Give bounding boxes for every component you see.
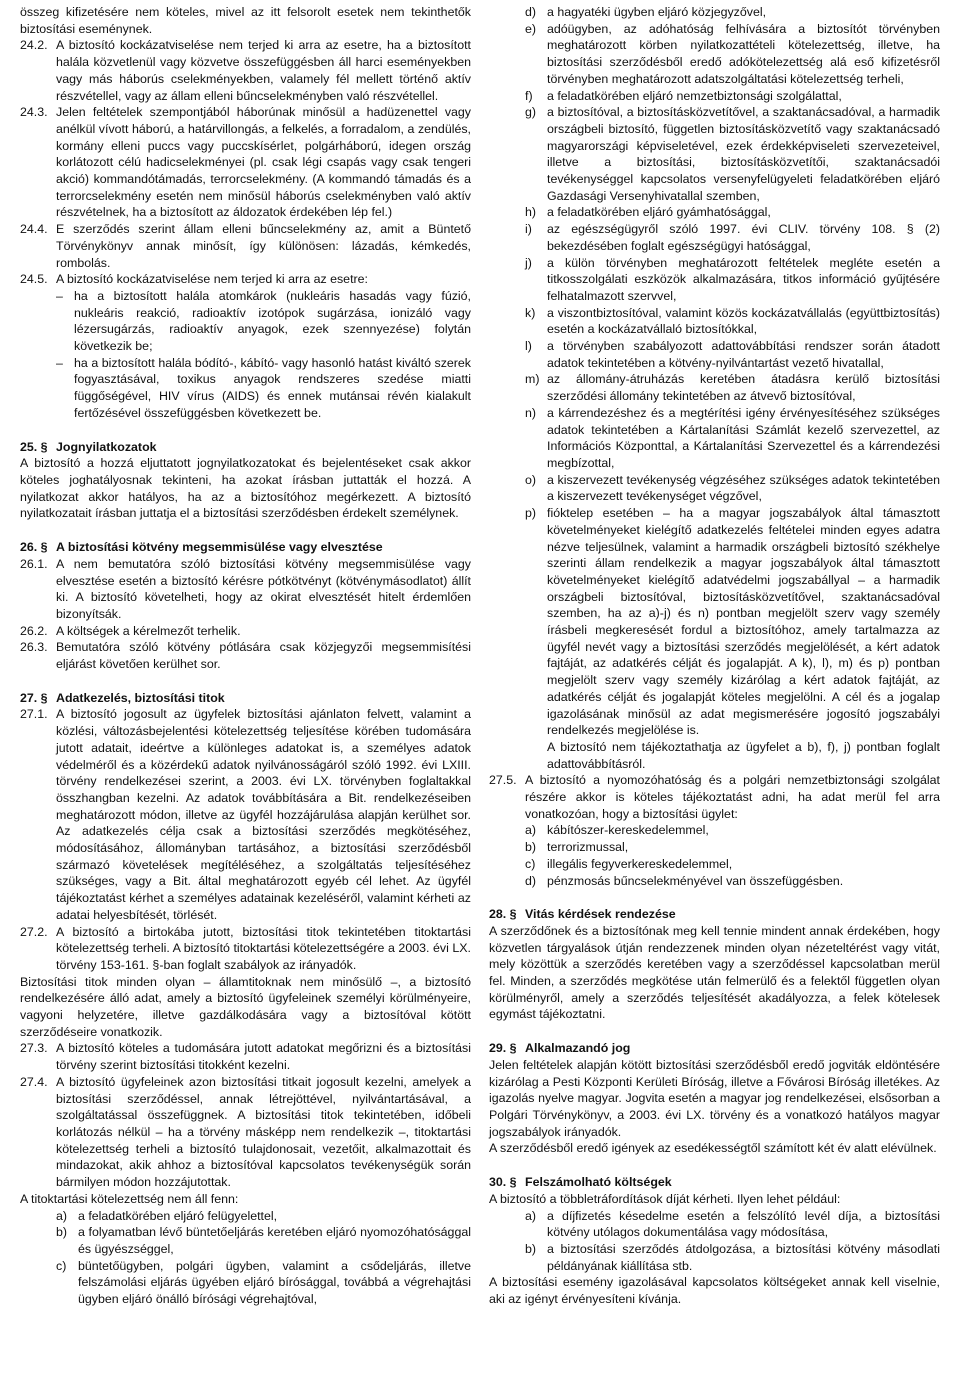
clause-text: Jelen feltételek szempontjából háborúnak minősül a hadüzenettel vagy anélkül vívott háború, a határvillongás, a felkelés, a forradalom, a zendülés, kormány elleni puccs vagy puccskísérlet, polgárháború, idegen ország korlátozott célú hadicselekményei (pl. csak légi csapás vagy csak tengeri akció) kommandótámadás, terrorcselekmény. (A kommandó támadás és a terrorcselekmény esetén nem minősül háborús cselekményben való aktív részvételnek, ha a biztosított az áldozatok érdekében lép fel.) [56,105,471,220]
section-27-heading: 27. § Adatkezelés, biztosítási titok [20,690,225,705]
clause-24-5 [20,271,471,288]
list-item: g) a biztosítóval, a biztosításközvetítővel, a szaktanácsadóval, a harmadik országbeli biztosító, független biztosításközvetítő vagy szaktanácsadó magyarországi képviseletével, ezek érdekképviseleti szervezeteivel, illetve a biztosítási, biztosításközvetítői, szaktanácsadói tevékenységgel kapcsolatos versenyfelügyeleti feladatkörében eljáró Gazdasági Versenyhivatallal szemben, [525,105,940,203]
section-25-text: A biztosító a hozzá eljuttatott jognyilatkozatokat és bejelentéseket csak akkor köteles joghatályosnak tekinteni, ha azokat írásban juttatták el hozzá. A nyilatkozat akkor hatályos, ha az a biztosítóhoz megérkezett. A biztosító nyilatkozatait írásban juttatja el a biztosítási szerződésben érdekelt személynek. [20,456,471,521]
intro-paragraph: összeg kifizetésére nem köteles, mivel az itt felsorolt esetek nem tekinthetők biztosítási eseménynek. [20,5,471,36]
section-28-heading: 28. § Vitás kérdések rendezése [489,907,676,922]
clause-24-5-list [56,288,471,422]
section-28-text: A szerződőnek és a biztosítónak meg kell tennie mindent annak érdekében, hogy közvetlen tárgyalások útján rendezzenek minden olyan nézeteltérést vagy vitát, mely közöttük a szerződés keretében vagy a szerződéssel kapcsolatban merül fel. Minden, a szerződés megkötése után felmerülő és a felektől független olyan körülményről, amely a szerződés teljesítését akadályozza, a felek kötelesek egymást tájékoztatni. [489,923,940,1022]
list-item: b) a biztosítási szerződés átdolgozása, a biztosítási kötvény másodlati példányának kiállítása stb. [525,1241,940,1273]
list-item: j) a külön törvényben meghatározott feltételek megléte esetén a titkosszolgálati eszközök alkalmazására, titkos információ gyűjtésére felhatalmazott szervvel, [525,255,940,303]
list-item: b) a folyamatban lévő büntetőeljárás keretében eljáró nyomozóhatósággal és ügyészséggel, [56,1225,471,1256]
list-item: f) a feladatkörében eljáró nemzetbiztonsági szolgálattal, [525,88,842,103]
list-tail-note: A biztosító nem tájékoztathatja az ügyfelet a b), f), j) pontban foglalt adattovábbításról. [547,739,940,771]
list-item: a) a feladatkörében eljáró felügyelettel, [56,1208,278,1223]
clause-27-5: 27.5. A biztosító a nyomozóhatóság és a polgári nemzetbiztonsági szolgálat részére akkor is köteles tájékoztatást adni, ha adat merül fel arra vonatkozóan, hogy a biztosítási ügylet: [489,773,940,821]
clause-number: 24.2. [20,38,48,53]
section-30-list [525,1208,940,1275]
clause-27-1: 27.1. A biztosító jogosult az ügyfelek biztosítási ajánlaton felvett, valamint a közlési, változásbejelentési kötelezettség teljesítése körében tudomására jutott adatait, ideértve a különleges adatokat is, a személyes adatok védelméről és a közérdekű adatok nyilvánosságáról szóló 1992. évi LXIII. törvény rendelkezései szerint, a 2003. évi LX. törvényben foglaltakkal összhangban kezelni. Az adatok továbbítására a Bit. rendelkezéseiben meghatározott módon, illetve az ügyfél hozzájárulása alapján kerülhet sor. Az adatkezelés célja csak a biztosítási szerződés megkötéséhez, módosításához, állományban tartásához, a biztosítási szerződésből származó követelések megítéléséhez, a szolgáltatás teljesítéséhez szükséges, vagy a Bit. által meghatározott egyéb cél lehet. Az ügyfél tájékoztatást kérhet a személyes adatainak kezeléséről, valamint kérheti az adatai helyesbítését, törlését. [20,707,471,922]
list-item: l) a törvényben szabályozott adattovábbítási rendszer során átadott adatok tekintetében a kötvény-nyilvántartást vezető hivatallal, [525,339,940,370]
clause-24-2 [20,37,471,104]
section-26-heading: 26. § A biztosítási kötvény megsemmisülése vagy elvesztése [20,540,383,555]
section-29-text: Jelen feltételek alapján kötött biztosítási szerződésből eredő jogviták eldöntésére kizárólag a Pesti Központi Kerületi Bíróság, illetve a Fővárosi Bíróság illetékes. Az igazolás nyelve magyar. Jogvita esetén a magyar jog rendelkezései, elsősorban a Polgári Törvénykönyv, a 2003. évi LX. törvény és a vonatkozó hatályos magyar jogszabályok irányadók. [489,1057,940,1139]
list-item: a) kábítószer-kereskedelemmel, [525,823,709,838]
clause-text: E szerződés szerint állam elleni bűncselekmény az, amit a Büntető Törvénykönyv annak minősít, így különösen: lázadás, kémkedés, rombolás. [56,222,471,270]
list-item: – ha a biztosított halála bódító-, kábító- vagy hasonló hatást kiváltó szerek fogyasztásával, toxikus anyagok rendszeres szedése miatti függőségével, HIV vírus (AIDS) és ennek mutánsai révén kialakult fertőzésével összefüggésben következett be. [56,355,471,420]
clause-26-2: 26.2. A költségek a kérelmezőt terhelik. [20,623,241,638]
clause-text: A biztosító kockázatviselése nem terjed ki arra az esetre, ha a biztosított halála közvetlenül vagy közvetve összefüggésben áll harci eseményekben vagy más háborús cselekményekben, valamely fél mellett történő aktív részvétellel, vagy az állam elleni bűncselekményben való részvétellel. [56,38,471,103]
clause-text: A biztosító kockázatviselése nem terjed ki arra az esetre: [56,272,368,287]
list-item: c) illegális fegyverkereskedelemmel, [525,856,733,871]
clause-number: 24.4. [20,222,48,237]
list-item: b) terrorizmussal, [525,840,629,855]
list-item: d) pénzmosás bűncselekményével van összefüggésben. [525,873,844,888]
clause-27-2: 27.2. A biztosító a birtokába jutott, biztosítási titok tekintetében titoktartási kötelezettség terheli. A biztosító titoktartási kötelezettségére a 2003. évi LX. törvény 153-161. §-ban foglalt szabályok az irányadók. [20,924,471,972]
list-item: – ha a biztosított halála atomkárok (nukleáris hasadás vagy fúzió, nukleáris reakció, radioaktív izotópok sugárzása, ionizáló vagy lézersugárzás, radioaktív anyagok, ezek szennyezése) folytán következik be; [56,288,471,354]
clause-27-2-continued: Biztosítási titok minden olyan – államtitoknak nem minősülő –, a biztosító rendelkezésére álló adat, amely a biztosító ügyfeleinek személyi körülményeire, vagyoni helyzetére, illetve gazdálkodására vagy a biztosítóval kötött szerződéseire vonatkozik. [20,974,471,1039]
list-item: a) a díjfizetés késedelme esetén a felszólító levél díja, a biztosítási kötvény utólagos dokumentálása vagy módosítása, [525,1208,940,1240]
section-30-heading: 30. § Felszámolható költségek [489,1175,672,1190]
list-item: e) adóügyben, az adóhatóság felhívására a biztosítót törvényben meghatározott körben nyilatkozattételi kötelezettség, illetve, ha biztosítási szerződésből eredő adókötelezettség alá eső kifizetésről törvényben meghatározott adatszolgáltatási kötelezettség terheli, [525,21,940,86]
list-item: c) büntetőügyben, polgári ügyben, valamint a csődeljárás, illetve felszámolási eljárás ügyében eljáró bírósággal, továbbá a végrehajtási ügyben eljáró önálló bírósági végrehajtóval, [56,1258,471,1307]
clause-26-1: 26.1. A nem bemutatóra szóló biztosítási kötvény megsemmisülése vagy elvesztése esetén a biztosító kérésre pótkötvényt (kötvénymásodlatot) állít ki. A biztosító követelheti, hogy az okirat elvesztését hitelt érdemlően bizonyítsák. [20,556,471,621]
clause-24-4 [20,221,471,271]
section-29-text-2: A szerződésből eredő igények az esedékességtől számított két év alatt elévülnek. [489,1141,937,1156]
clause-number: 24.3. [20,105,48,120]
list-item: m) az állomány-átruházás keretében átadásra kerülő biztosítási szerződési állomány tekintetében az átvevő biztosítóval, [525,372,940,404]
left-column [20,4,471,1396]
clause-27-3: 27.3. A biztosító köteles a tudomására jutott adatokat megőrizni és a biztosítási törvény szerint biztosítási titokként kezelni. [20,1041,471,1073]
list-item: n) a kárrendezéshez és a megtérítési igény érvényesítéséhez szükséges adatok tekintetében a Kártalanítási Számlát kezelő szervezettel, az Információs Központtal, a Kártalanítási Szervezettel és a kárrendezési megbízottal, [525,405,940,470]
clause-27-5-list [525,822,940,889]
section-29-heading: 29. § Alkalmazandó jog [489,1041,631,1056]
list-item: d) a hagyatéki ügyben eljáró közjegyzővel, [525,5,767,19]
clause-27-4-list [56,1208,471,1308]
clause-number: 24.5. [20,272,48,287]
list-item: h) a feladatkörében eljáró gyámhatósággal, [525,205,771,220]
clause-27-4-list-continued [525,4,940,772]
right-column [489,4,940,1396]
clause-26-3: 26.3. Bemutatóra szóló kötvény pótlására csak közjegyzői megsemmisítési eljárást követően kerülhet sor. [20,640,471,672]
list-item: p) fióktelep esetében – ha a magyar jogszabályok által támasztott követelményeket kielégítő adatkezelés feltételei minden egyes adatra nézve teljesülnek, valamint a harmadik országbeli biztosító székhelye szerinti állam rendelkezik a magyar jogszabályok által támasztott követelményeket kielégítő adatvédelmi jogszabállyal – a harmadik országbeli biztosítóval, biztosításközvetítővel, szaktanácsadóval szemben, ha az a)-j) és n) pontban megjelölt szerv vagy személy írásbeli megkeresését fordul a biztosítóhoz, amely tartalmazza az ügyfél nevét vagy a biztosítási szerződés megjelölését, a kért adatok fajtáját, az adatkérés célját és jogalapját. A k), l), m) és p) pontban megjelölt szerv vagy személy kizárólag a kért adatok fajtáját, az adatkérés célját és jogalapját köteles megjelölni. A cél és a jogalap igazolásának minősül az adat megismerésére jogosító jogszabályi rendelkezés megjelölése is. [525,506,940,738]
section-30-tail: A biztosítási esemény igazolásával kapcsolatos költségeket annak kell viselnie, aki az igényt érvényesíteni kívánja. [489,1275,940,1307]
list-item: o) a kiszervezett tevékenység végzéséhez szükséges adatok tekintetében a kiszervezett tevékenységet végzővel, [525,472,940,504]
list-item: k) a viszontbiztosítóval, valamint közös kockázatvállalás (együttbiztosítás) esetén a kockázatvállaló biztosítókkal, [525,305,940,337]
clause-27-4-continued: A titoktartási kötelezettség nem áll fenn: [20,1191,239,1206]
section-30-text: A biztosító a többletráfordítások díját kérheti. Ilyen lehet például: [489,1191,841,1206]
list-item: i) az egészségügyről szóló 1997. évi CLIV. törvény 108. § (2) bekezdésében foglalt egészségügyi hatósággal, [525,222,940,253]
section-25-heading: 25. § Jognyilatkozatok [20,439,157,454]
clause-24-3 [20,104,471,221]
clause-27-4: 27.4. A biztosító ügyfeleinek azon biztosítási titkait jogosult kezelni, amelyek a biztosítási szerződéssel, annak létrejöttével, nyilvántartásával, a szolgáltatással összefüggnek. A biztosítási titok tekintetében, időbeli korlátozás nélkül – ha a törvény másképp nem rendelkezik –, titoktartási kötelezettség terheli a biztosító tulajdonosait, vezetőit, alkalmazottait és mindazokat, akik ahhoz a biztosítóval kapcsolatos tevékenységük során bármilyen módon hozzájutottak. [20,1074,471,1190]
